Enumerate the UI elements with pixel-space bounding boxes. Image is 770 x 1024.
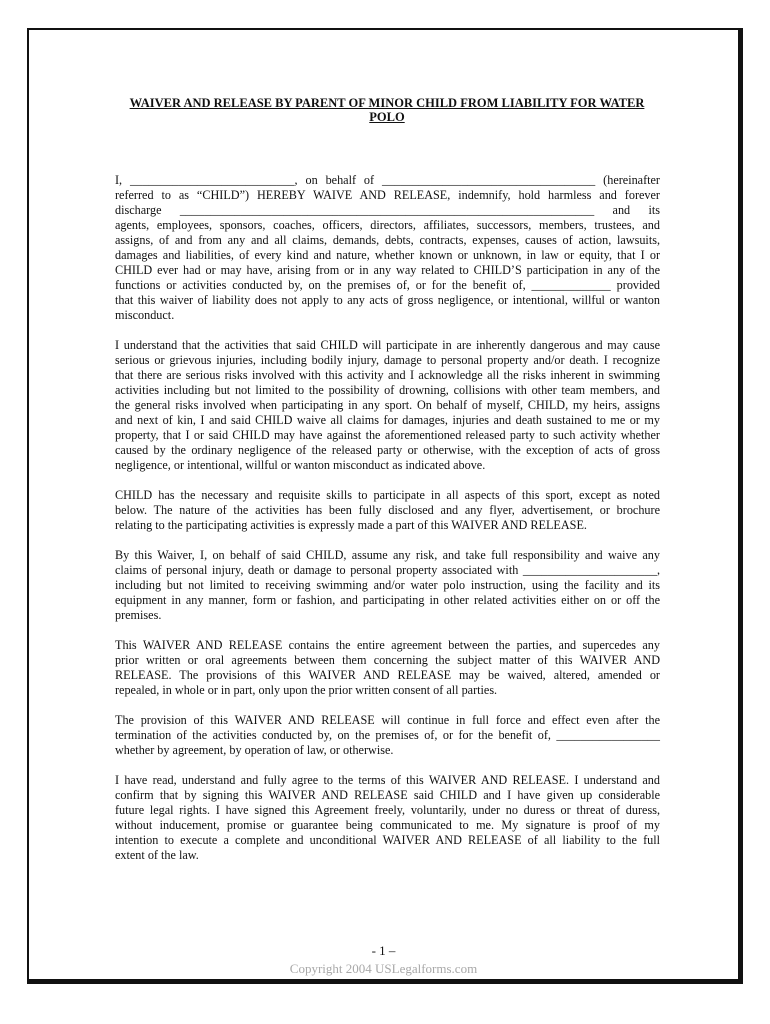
text-line: and next of kin, I and said CHILD waive all claims for damages, injuries and death sustained to me or my [115,413,660,427]
text-line: claims of personal injury, death or damage to personal property associated with ______________________, [115,563,660,577]
text-line: prior written or oral agreements between them concerning the subject matter of this WAIVER AND [115,653,660,667]
document-page [27,28,743,984]
text-line: confirm that by signing this WAIVER AND RELEASE said CHILD and I have given up considerable [115,788,660,802]
text-line: I, ___________________________, on behalf of ___________________________________ (hereinafter [115,173,660,187]
copyright-notice: Copyright 2004 USLegalforms.com [289,961,478,976]
text-line: equipment in any manner, form or fashion, and participating in other related activities either on or off the [115,593,660,607]
text-line: assigns, of and from any and all claims, demands, debts, contracts, expenses, causes of action, lawsuits, [115,233,660,247]
text-line: misconduct. [115,308,175,322]
text-line: I have read, understand and fully agree to the terms of this WAIVER AND RELEASE. I understand and [115,773,660,787]
text-line: intention to execute a complete and unconditional WAIVER AND RELEASE of all liability to the full [115,833,660,847]
text-line: caused by the ordinary negligence of the released party or otherwise, with the exception of acts of gross [115,443,660,457]
text-line: that this waiver of liability does not apply to any acts of gross negligence, or intentional, willful or wanton [115,293,660,307]
document-title [114,96,660,124]
text-line: discharge ____________________________________________________________________ and its [115,203,660,217]
text-line: activities including but not limited to the possibility of drowning, collisions with other team members, and [115,383,660,397]
text-line: below. The nature of the activities has been fully disclosed and any flyer, advertisement, or brochure [115,503,660,517]
paragraph-release [115,173,660,323]
paragraph-acknowledgement [115,773,660,863]
text-line: without inducement, promise or guarantee being communicated to me. My signature is proof of my [115,818,660,832]
text-line: This WAIVER AND RELEASE contains the entire agreement between the parties, and supercedes any [115,638,660,652]
text-line: negligence, or intentional, willful or wanton misconduct as indicated above. [115,458,486,472]
text-line: referred to as “CHILD”) HEREBY WAIVE AND RELEASE, indemnify, hold harmless and forever [115,188,660,202]
title-line: WAIVER AND RELEASE BY PARENT OF MINOR CHILD FROM LIABILITY FOR WATER [129,96,645,110]
text-line: CHILD ever had or may have, arising from or in any way related to CHILD’S participation in any of the [115,263,660,277]
paragraph-continuation [115,713,660,758]
document-body [115,173,660,878]
text-line: property, that I or said CHILD may have against the aforementioned released party to such activity whether [115,428,660,442]
text-line: that there are serious risks involved with this activity and I acknowledge all the risks inherent in swimming [115,368,660,382]
text-line: whether by agreement, by operation of law, or otherwise. [115,743,394,757]
text-line: The provision of this WAIVER AND RELEASE will continue in full force and effect even after the [115,713,660,727]
text-line: By this Waiver, I, on behalf of said CHILD, assume any risk, and take full responsibility and waive any [115,548,660,562]
text-line: the general risks involved when participating in any sport. On behalf of myself, CHILD, my heirs, assigns [115,398,660,412]
text-line: premises. [115,608,162,622]
text-line: serious or grievous injuries, including bodily injury, damage to personal property and/or death. I recognize [115,353,660,367]
paragraph-entire-agreement [115,638,660,698]
text-line: functions or activities conducted by, on the premises of, or for the benefit of, _____________ provided [115,278,660,292]
title-line: POLO [369,110,405,124]
text-line: relating to the participating activities is expressly made a part of this WAIVER AND RELEASE. [115,518,587,532]
text-line: including but not limited to receiving swimming and/or water polo instruction, using the facility and its [115,578,660,592]
text-line: CHILD has the necessary and requisite skills to participate in all aspects of this sport, except as noted [115,488,660,502]
text-line: I understand that the activities that said CHILD will participate in are inherently dangerous and may cause [115,338,660,352]
text-line: RELEASE. The provisions of this WAIVER AND RELEASE may be waived, altered, amended or [115,668,660,682]
text-line: damages and liabilities, of every kind and nature, whether known or unknown, in law or equity, that I or [115,248,660,262]
paragraph-risks [115,338,660,473]
text-line: extent of the law. [115,848,199,862]
page-number: - 1 – [371,943,396,958]
text-line: termination of the activities conducted by, on the premises of, or for the benefit of, _________________ [115,728,660,742]
text-line: repealed, in whole or in part, only upon the prior written consent of all parties. [115,683,498,697]
paragraph-assume-risk [115,548,660,623]
text-line: future legal rights. I have signed this Agreement freely, voluntarily, under no duress or threat of duress, [115,803,660,817]
text-line: agents, employees, sponsors, coaches, officers, directors, affiliates, successors, members, trustees, and [115,218,660,232]
paragraph-skills [115,488,660,533]
